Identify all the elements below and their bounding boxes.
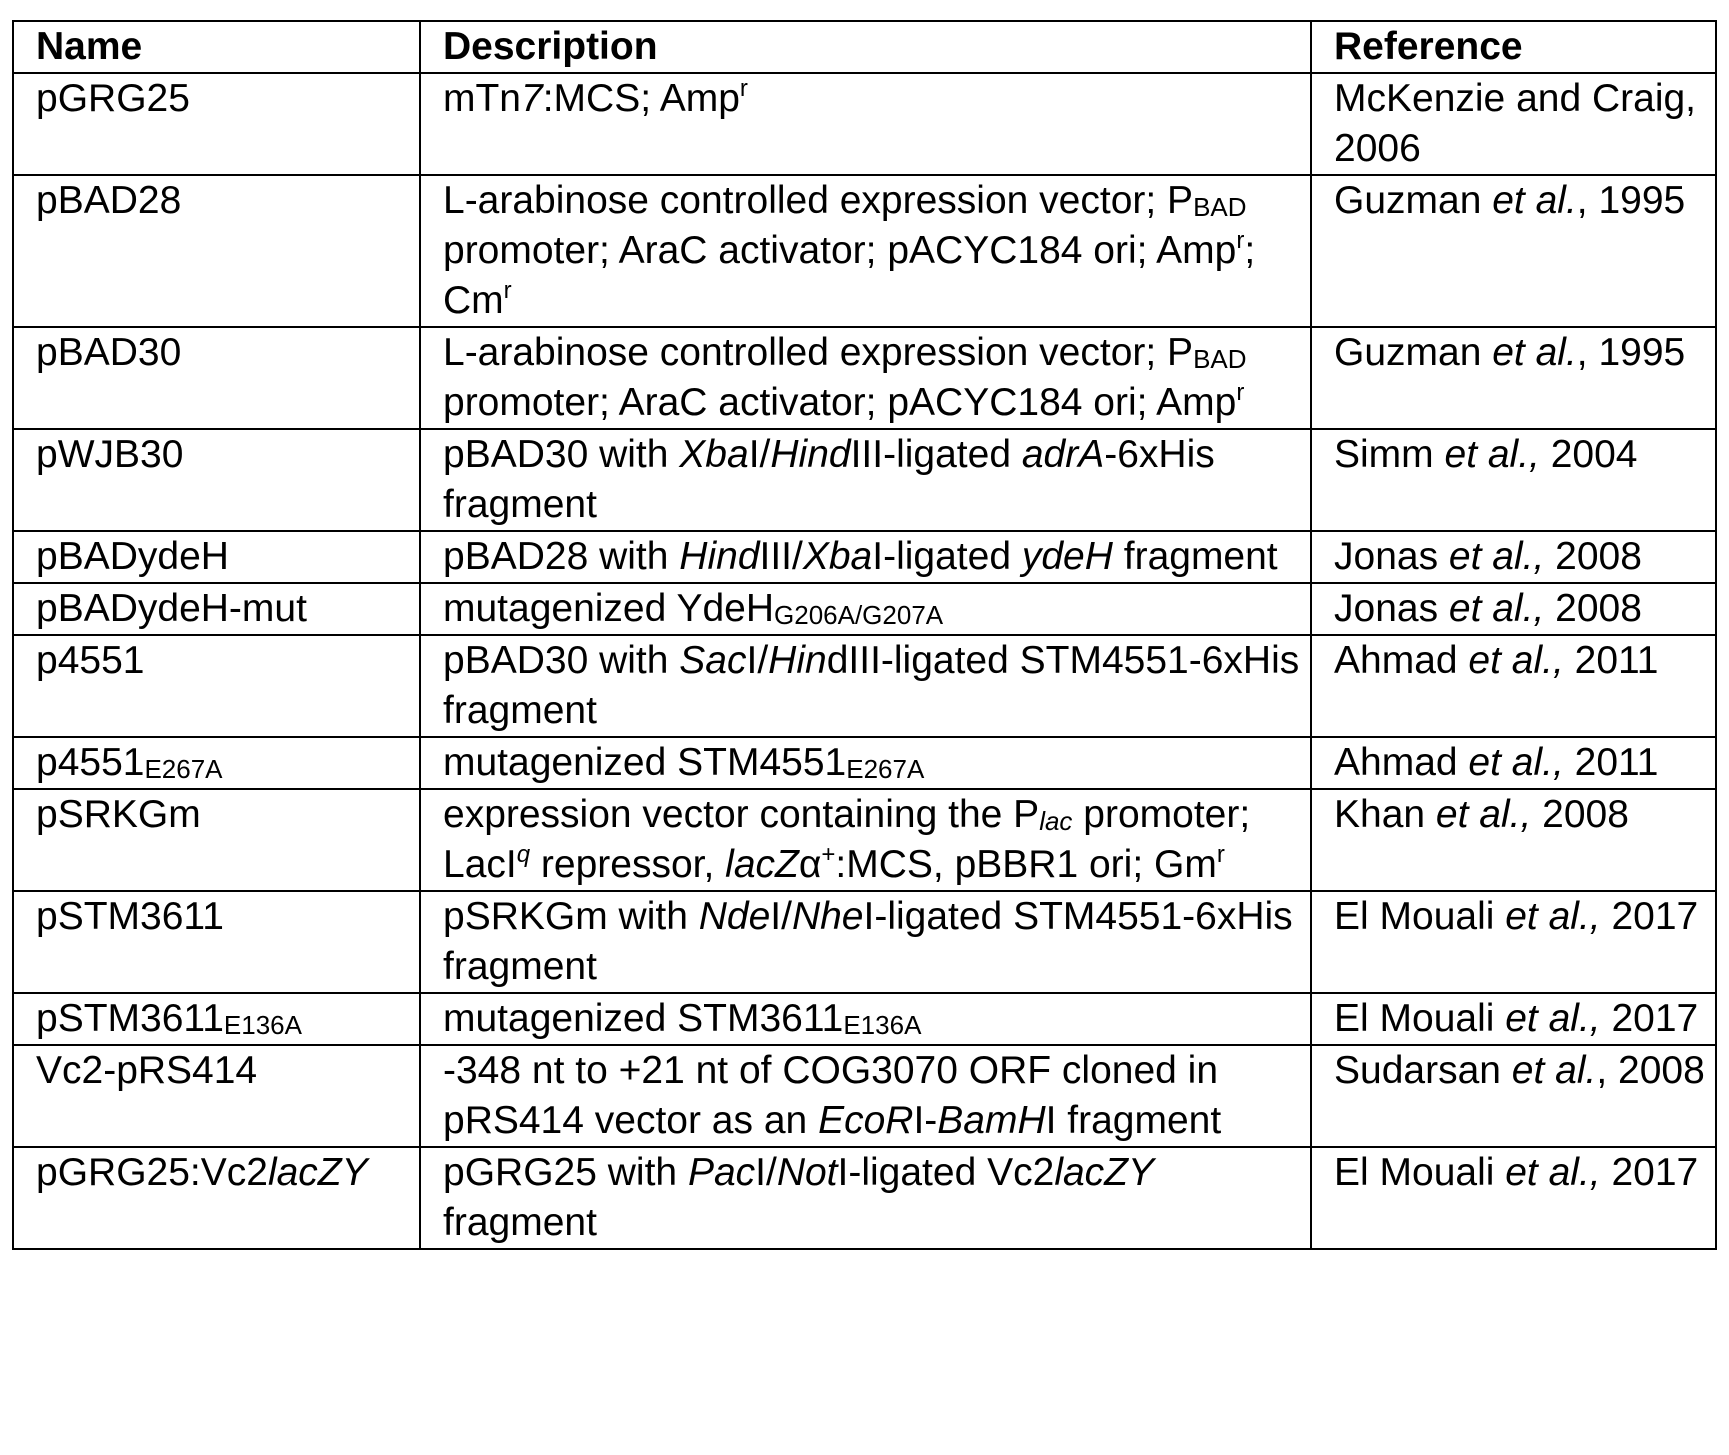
cell-text: et al., [1435,793,1532,836]
cell-name [13,891,420,993]
cell-name [13,1147,420,1249]
cell-text: Not [776,1151,838,1194]
cell-description [420,73,1311,175]
cell-text: El Mouali [1334,997,1506,1040]
cell-reference [1311,1147,1716,1249]
cell-text: I-ligated STM4551-6xHis fragment [443,895,1293,988]
cell-name [13,737,420,789]
cell-text: 2008 [1531,793,1629,836]
cell-text: et al., [1505,1151,1601,1194]
cell-text: mutagenized STM3611 [443,997,844,1040]
cell-text: E136A [223,1010,302,1040]
cell-text: pBAD28 [36,179,182,222]
cell-text: r [739,75,748,102]
cell-description [420,993,1311,1045]
cell-text: ; Cm [443,229,1256,322]
cell-text: I/ [748,433,771,476]
cell-text: fragment [1112,535,1278,578]
cell-text: et al., [1448,535,1545,578]
cell-text: et al., [1448,587,1545,630]
cell-text: Nde [698,895,771,938]
cell-reference [1311,175,1716,327]
cell-text: et al., [1505,997,1601,1040]
cell-text: L-arabinose controlled expression vector; P [443,179,1194,222]
header-name: Name [13,21,420,73]
cell-name [13,1045,420,1147]
cell-text: Xba [679,433,749,476]
cell-text: Hin [768,639,827,682]
cell-name [13,583,420,635]
cell-text: pSRKGm [36,793,201,836]
cell-text: pBADydeH-mut [36,587,307,630]
cell-text: I fragment [1045,1099,1222,1142]
cell-text: L-arabinose controlled expression vector; P [443,331,1194,374]
cell-text: III-ligated [850,433,1022,476]
table-row [13,531,1716,583]
cell-name [13,635,420,737]
cell-text: 2004 [1539,433,1638,476]
cell-text: III/ [759,535,803,578]
table-row [13,993,1716,1045]
cell-text: lacZY [1054,1151,1155,1194]
cell-description [420,327,1311,429]
cell-description [420,789,1311,891]
cell-description [420,583,1311,635]
cell-text: 2011 [1563,639,1659,682]
table-row [13,789,1716,891]
cell-description [420,1045,1311,1147]
cell-text: BamH [937,1099,1046,1142]
table-header [13,21,1716,73]
table-row [13,175,1716,327]
header-row [13,21,1716,73]
cell-text: promoter; AraC activator; pACYC184 ori; Amp [443,381,1237,424]
cell-text: E136A [843,1010,922,1040]
cell-text: -6xHis fragment [443,433,1215,526]
cell-description [420,737,1311,789]
cell-text: promoter; LacI [443,793,1251,886]
cell-reference [1311,1045,1716,1147]
cell-text: r [503,277,512,304]
cell-text: Nhe [791,895,864,938]
cell-description [420,175,1311,327]
cell-text: G206A/G207A [774,600,944,630]
cell-text: I/ [746,639,769,682]
cell-name [13,531,420,583]
cell-text: Pac [687,1151,756,1194]
cell-text: E267A [144,754,223,784]
cell-text: adrA [1021,433,1105,476]
cell-text: lacZ [725,843,799,886]
table-row [13,1147,1716,1249]
cell-text: pSTM3611 [36,895,224,938]
cell-reference [1311,789,1716,891]
cell-text: pSRKGm with [443,895,699,938]
cell-text: El Mouali [1334,895,1506,938]
cell-text: Sudarsan [1334,1049,1512,1092]
cell-text: ydeH [1021,535,1113,578]
cell-text: r [1216,841,1225,868]
cell-text: pBAD30 with [443,433,680,476]
cell-reference [1311,583,1716,635]
cell-text: 2017 [1600,1151,1699,1194]
cell-text: I-ligated [872,535,1022,578]
cell-text: Ahmad [1334,639,1469,682]
plasmid-table [12,20,1717,1250]
table-row [13,891,1716,993]
cell-text: p4551 [36,741,145,784]
cell-text: 2008 [1544,587,1642,630]
table-row [13,737,1716,789]
table-row [13,429,1716,531]
table-row [13,327,1716,429]
cell-reference [1311,327,1716,429]
cell-name [13,73,420,175]
cell-text: 2008 [1544,535,1642,578]
cell-text: mutagenized YdeH [443,587,775,630]
cell-name [13,429,420,531]
cell-text: et al. [1492,179,1577,222]
cell-text: expression vector containing the P [443,793,1040,836]
cell-text: promoter; AraC activator; pACYC184 ori; Amp [443,229,1237,272]
cell-text: et al. [1511,1049,1597,1092]
cell-text: 2017 [1600,895,1699,938]
cell-text: I/ [755,1151,777,1194]
header-reference: Reference [1311,21,1716,73]
cell-text: , 2008 [1596,1049,1705,1092]
cell-text: EcoR [818,1099,914,1142]
cell-name [13,175,420,327]
cell-reference [1311,737,1716,789]
cell-text: pSTM3611 [36,997,224,1040]
cell-text: dIII-ligated STM4551-6xHis fragment [443,639,1300,732]
cell-text: pWJB30 [36,433,184,476]
table-row [13,73,1716,175]
cell-text: fragment [443,1201,597,1244]
table-body [13,73,1716,1249]
cell-text: pGRG25 [36,77,190,120]
cell-description [420,531,1311,583]
cell-text: + [821,841,836,868]
cell-text: p4551 [36,639,145,682]
header-description: Description [420,21,1311,73]
cell-text: repressor, [530,843,726,886]
cell-reference [1311,531,1716,583]
cell-text: Khan [1334,793,1436,836]
cell-text: Jonas [1334,587,1449,630]
cell-text: BAD [1193,192,1247,222]
cell-text: lac [1039,806,1073,836]
cell-name [13,993,420,1045]
table-row [13,583,1716,635]
cell-text: Guzman [1334,179,1493,222]
cell-text: pGRG25 with [443,1151,688,1194]
cell-text: 2011 [1563,741,1659,784]
table-row [13,1045,1716,1147]
cell-text: r [1236,227,1245,254]
cell-text: Jonas [1334,535,1449,578]
cell-text: Simm [1334,433,1445,476]
cell-text: :MCS; Amp [542,77,740,120]
cell-text: pBAD30 [36,331,182,374]
cell-text: Ahmad [1334,741,1469,784]
cell-text: pBADydeH [36,535,229,578]
cell-text: Hind [679,535,760,578]
cell-text: lacZY [267,1151,368,1194]
cell-name [13,789,420,891]
cell-reference [1311,993,1716,1045]
cell-text: q [516,841,531,868]
cell-description [420,429,1311,531]
cell-text: :MCS, pBBR1 ori; Gm [835,843,1217,886]
cell-text: mutagenized STM4551 [443,741,847,784]
cell-text: 2017 [1600,997,1699,1040]
cell-description [420,891,1311,993]
cell-reference [1311,635,1716,737]
cell-text: Vc2-pRS414 [36,1049,258,1092]
cell-text: Xba [802,535,873,578]
cell-text: pBAD30 with [443,639,680,682]
cell-text: I- [913,1099,938,1142]
cell-text: pGRG25:Vc2 [36,1151,268,1194]
cell-text: r [1236,379,1245,406]
cell-text: et al., [1444,433,1540,476]
cell-text: BAD [1193,344,1247,374]
cell-name [13,327,420,429]
cell-text: E267A [846,754,925,784]
cell-text: Sac [679,639,747,682]
cell-reference [1311,891,1716,993]
cell-description [420,635,1311,737]
cell-text: -348 nt to +21 nt of COG3070 ORF cloned in pRS414 vector as an [443,1049,1219,1142]
cell-text: et al. [1492,331,1577,374]
cell-text: Guzman [1334,331,1493,374]
cell-reference [1311,429,1716,531]
cell-text: 7 [521,77,543,120]
cell-text: et al., [1468,741,1564,784]
cell-text: pBAD28 with [443,535,680,578]
cell-text: El Mouali [1334,1151,1506,1194]
cell-text: α [798,843,822,886]
cell-text: Hind [770,433,851,476]
table-row [13,635,1716,737]
cell-reference [1311,73,1716,175]
cell-text: I-ligated Vc2 [837,1151,1055,1194]
cell-text: , 1995 [1576,331,1686,374]
cell-text: et al., [1505,895,1601,938]
cell-text: I/ [770,895,792,938]
cell-text: et al., [1468,639,1564,682]
cell-text: , 1995 [1576,179,1686,222]
cell-text: McKenzie and Craig, 2006 [1334,77,1697,170]
cell-text: mTn [443,77,521,120]
cell-description [420,1147,1311,1249]
